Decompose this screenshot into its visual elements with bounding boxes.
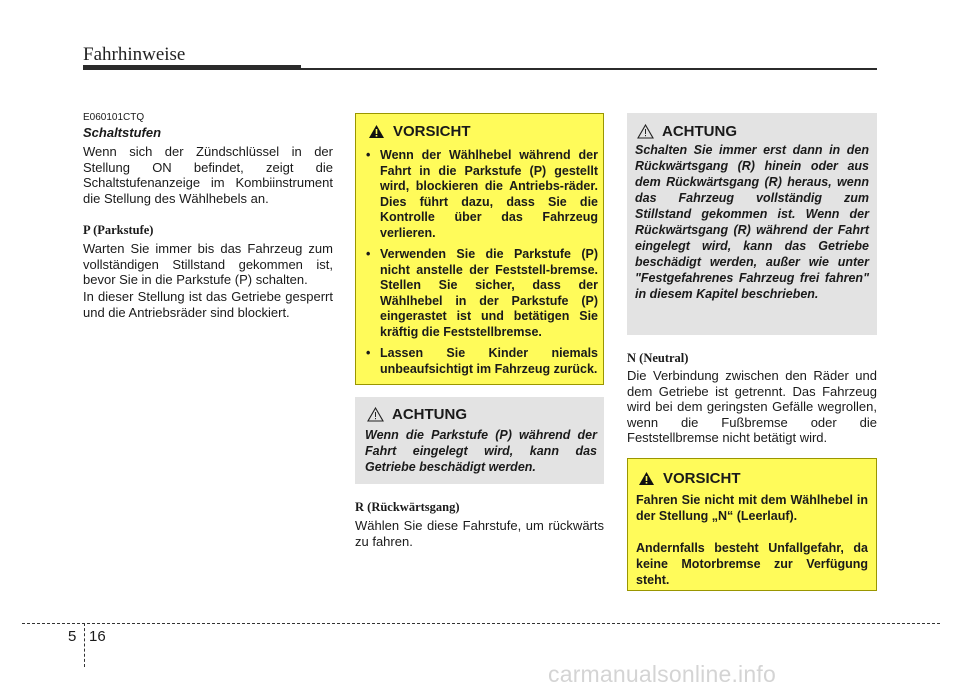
p-paragraph-1: Warten Sie immer bis das Fahrzeug zum vollständigen Stillstand gekommen ist, bevor Sie in die Parkstufe (P) schalten. [83,241,333,287]
warning-triangle-icon [368,124,385,139]
intro-paragraph: Wenn sich der Zündschlüssel in der Stellung ON befindet, zeigt die Schaltstufenanzeige im Kombiinstrument die Stellung des Wählhebels an. [83,144,333,206]
note-text: Schalten Sie immer erst dann in den Rückwärtsgang (R) hinein oder aus dem Rückwärtsgang (R) heraus, wenn das Fahrzeug vollständig zum Stillstand gekommen ist. Wenn der Rückwärtsgang (R) während der Fahrt eingelegt wird, kann das Getriebe beschädigt werden, außer wie unter "Festgefahrenes Fahrzeug frei fahren" in diesem Kapitel beschrieben. [635,143,869,301]
footer-vertical-divider [84,623,85,667]
note-text: Wenn die Parkstufe (P) während der Fahrt eingelegt wird, kann das Getriebe beschädigt werden. [365,428,597,474]
warning-box-neutral [627,458,877,591]
p-paragraph-2: In dieser Stellung ist das Getriebe gesperrt und die Antriebsräder sind blockiert. [83,289,333,320]
warning-text-2: Andernfalls besteht Unfallgefahr, da keine Motorbremse zur Verfügung steht. [636,541,868,587]
section-heading: Schaltstufen [83,125,162,140]
caution-triangle-icon [637,124,654,139]
warning-title: VORSICHT [638,470,741,487]
r-paragraph: Wählen Sie diese Fahrstufe, um rückwärts zu fahren. [355,518,604,549]
r-heading: R (Rückwärtsgang) [355,500,460,514]
warning-bullet-item: • Lassen Sie Kinder niemals unbeaufsichtigt im Fahrzeug zurück. [360,346,598,377]
header-rule-thin [301,68,877,70]
warning-text-1: Fahren Sie nicht mit dem Wählhebel in der Stellung „N“ (Leerlauf). [636,493,868,523]
page-header-title: Fahrhinweise [83,44,186,65]
warning-bullet-list [360,148,598,383]
warning-bullet-item: • Verwenden Sie die Parkstufe (P) nicht anstelle der Feststell-bremse. Stellen Sie sicher, dass der Wählhebel in der Parkstufe (P) eingerastet ist und betätigen Sie kräftig die Feststellbremse. [360,247,598,340]
p-heading: P (Parkstufe) [83,223,154,237]
note-box-parking [355,397,604,484]
warning-box-parking [355,113,604,385]
note-box-reverse [627,113,877,335]
note-title: ACHTUNG [637,123,737,140]
header-rule-thick [83,65,301,70]
warning-triangle-icon [638,471,655,486]
warning-title: VORSICHT [368,123,471,140]
note-title: ACHTUNG [367,406,467,423]
caution-triangle-icon [367,407,384,422]
chapter-number: 5 [68,628,77,645]
n-heading: N (Neutral) [627,351,689,365]
n-paragraph: Die Verbindung zwischen den Räder und dem Getriebe ist getrennt. Das Fahrzeug wird bei dem geringsten Gefälle wegrollen, wenn die Fußbremse oder die Feststellbremse nicht betätigt wird. [627,368,877,445]
section-code: E060101CTQ [83,112,145,123]
footer-divider [22,623,940,624]
watermark: carmanualsonline.info [548,661,776,687]
page-number: 16 [89,628,106,645]
warning-bullet-item: • Wenn der Wählhebel während der Fahrt in die Parkstufe (P) gestellt wird, blockieren die Antriebs-räder. Dies führt dazu, dass Sie die Kontrolle über das Fahrzeug verlieren. [360,148,598,241]
